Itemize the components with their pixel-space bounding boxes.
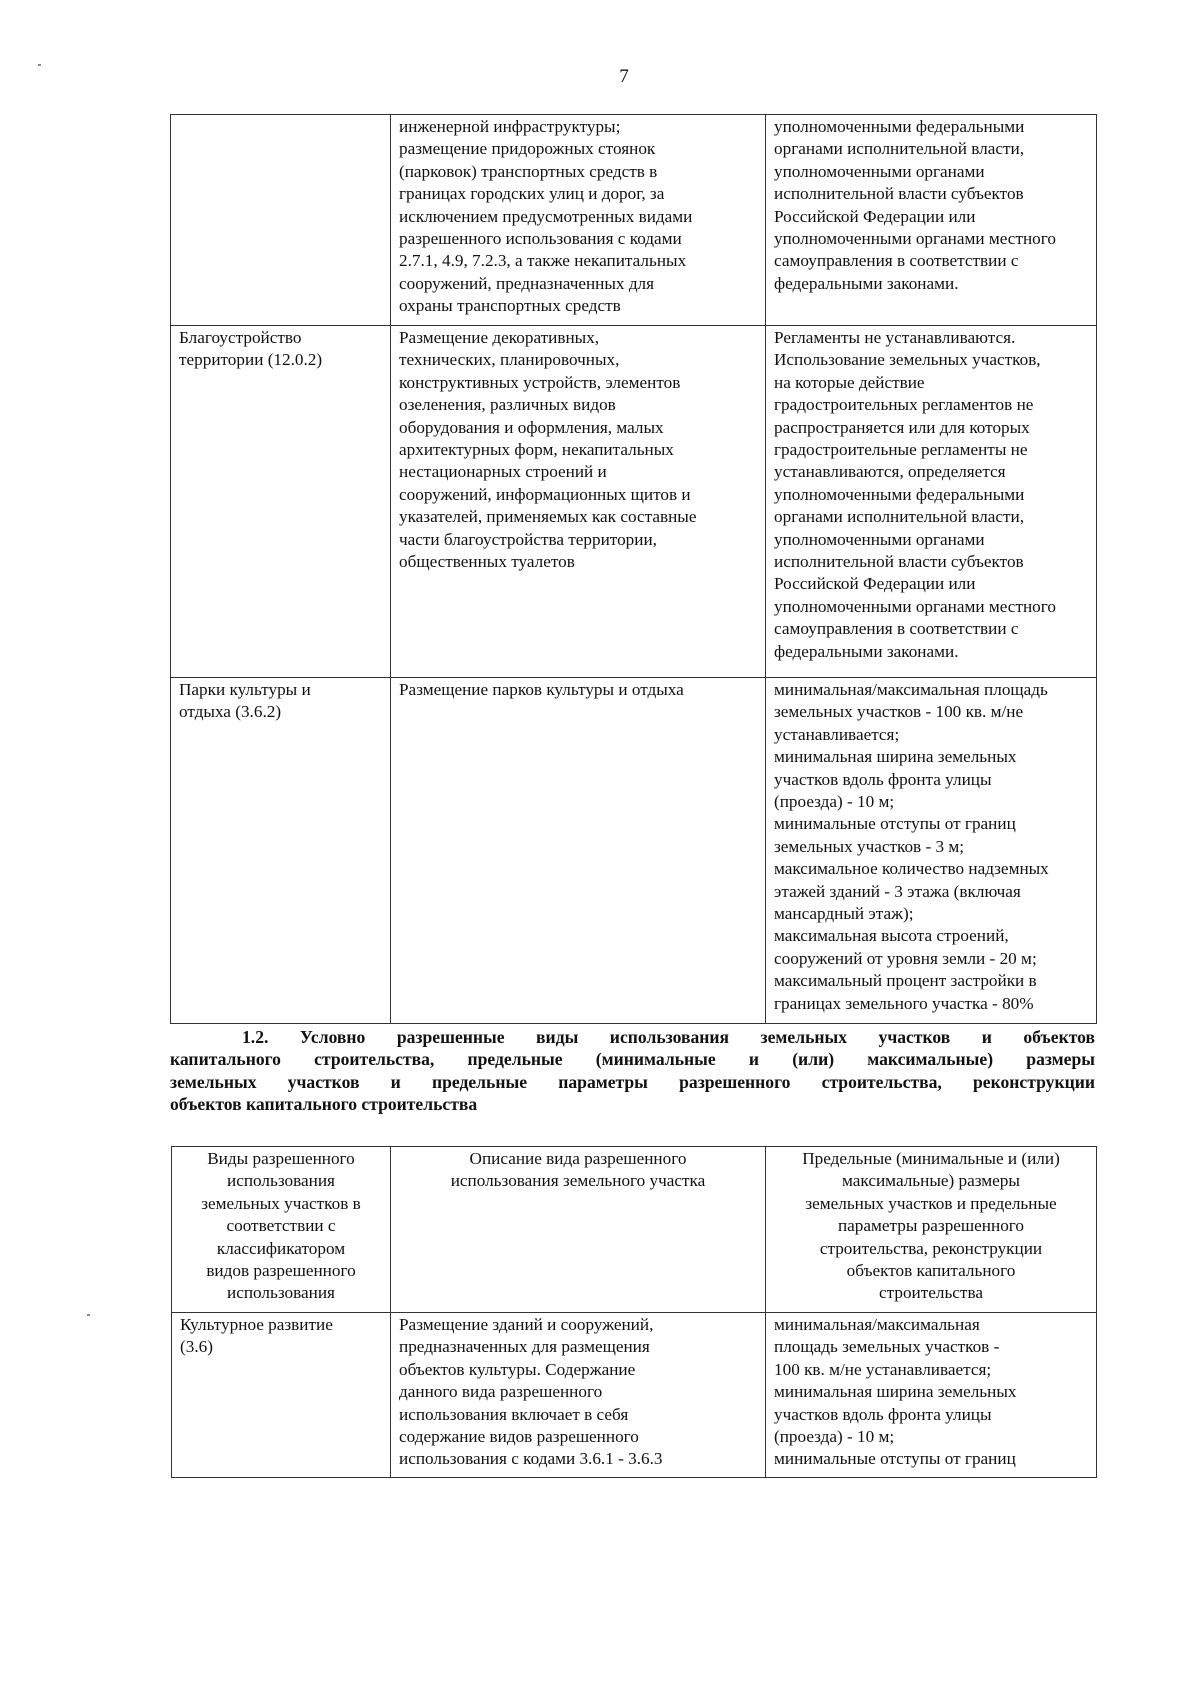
cell-text-line: территории (12.0.2) (179, 350, 323, 370)
cell-text-line: сооружений от уровня земли - 20 м; (774, 948, 1037, 968)
conditional-uses-table (171, 1146, 1097, 1478)
cell-text-line: исключением предусмотренных видами (399, 206, 693, 226)
cell-text-line: площадь земельных участков - (774, 1337, 1000, 1357)
section-heading-line: объектов капитального строительства (170, 1094, 478, 1115)
cell-text-line: минимальные отступы от границ (774, 814, 1016, 834)
cell-text-line: классификатором (216, 1238, 346, 1258)
cell-text-line: сооружений, информационных щитов и (399, 484, 691, 504)
cell-text-line: минимальная ширина земельных (774, 1382, 1017, 1402)
cell-text-line: минимальная/максимальная площадь (774, 680, 1048, 699)
cell-text-line: общественных туалетов (399, 552, 575, 572)
cell-text-line: Использование земельных участков, (774, 350, 1041, 370)
cell-text-line: охраны транспортных средств (399, 296, 621, 316)
cell-text-line: Российской Федерации или (774, 206, 976, 226)
cell-text-line: уполномоченными органами (774, 529, 985, 549)
cell-text-line: озеленения, различных видов (399, 395, 616, 415)
cell-text-line: Российской Федерации или (774, 574, 976, 594)
land-use-type-cell (171, 115, 391, 326)
cell-text-line: уполномоченными органами местного (774, 596, 1056, 616)
cell-text-line: максимальное количество надземных (774, 859, 1049, 879)
cell-text-line: объектов капитального (846, 1261, 1016, 1281)
land-use-type-cell (171, 326, 391, 678)
cell-text-line: строительства, реконструкции (819, 1238, 1043, 1258)
cell-text-line: (3.6) (180, 1337, 213, 1357)
land-use-parameters-cell (766, 326, 1097, 678)
cell-text-line: указателей, применяемых как составные (399, 507, 697, 527)
cell-text-line: Регламенты не устанавливаются. (774, 328, 1016, 347)
cell-text-line: Размещение парков культуры и отдыха (399, 680, 684, 699)
table-header-row (172, 1147, 1097, 1313)
land-use-description-cell (391, 326, 766, 678)
land-use-description-cell (391, 115, 766, 326)
regulations-table-continued (170, 114, 1097, 1024)
cell-text-line: границах земельного участка - 80% (774, 993, 1034, 1013)
cell-text-line: Описание вида разрешенного (469, 1149, 687, 1168)
cell-text-line: самоуправления в соответствии с (774, 251, 1019, 271)
cell-text-line: Виды разрешенного (207, 1149, 355, 1168)
cell-text-line: использования (227, 1283, 335, 1303)
cell-text-line: разрешенного использования с кодами (399, 229, 682, 249)
cell-text-line: Благоустройство (179, 328, 302, 347)
cell-text-line: 2.7.1, 4.9, 7.2.3, а также некапитальных (399, 251, 687, 271)
land-use-type-cell (172, 1313, 391, 1478)
cell-text-line: сооружений, предназначенных для (399, 273, 655, 293)
cell-text-line: уполномоченными органами местного (774, 229, 1056, 249)
cell-text-line: строительства (879, 1283, 983, 1303)
cell-text-line: использования включает в себя (399, 1404, 629, 1424)
header-land-use-parameters (766, 1147, 1097, 1313)
cell-text-line: объектов культуры. Содержание (399, 1359, 636, 1379)
cell-text-line: части благоустройства территории, (399, 529, 657, 549)
cell-text-line: содержание видов разрешенного (399, 1427, 639, 1447)
cell-text-line: участков вдоль фронта улицы (774, 769, 992, 789)
cell-text-line: на которые действие (774, 372, 925, 392)
land-use-parameters-cell (766, 115, 1097, 326)
cell-text-line: оборудования и оформления, малых (399, 417, 664, 437)
cell-text-line: параметры разрешенного (837, 1216, 1025, 1236)
cell-text-line: 100 кв. м/не устанавливается; (774, 1359, 992, 1379)
table-row (171, 678, 1097, 1024)
section-heading-line: земельных участков и предельные параметры разрешенного строительства, реконструкции (170, 1071, 1095, 1092)
cell-text-line: (проезда) - 10 м; (774, 792, 895, 812)
table-row (171, 115, 1097, 326)
cell-text-line: органами исполнительной власти, (774, 507, 1024, 527)
cell-text-line: устанавливается; (774, 724, 900, 744)
cell-text-line: федеральными законами. (774, 273, 959, 293)
cell-text-line: Размещение зданий и сооружений, (399, 1315, 654, 1334)
cell-text-line: минимальная ширина земельных (774, 747, 1017, 767)
cell-text-line: федеральными законами. (774, 641, 959, 661)
cell-text-line: нестационарных строений и (399, 462, 607, 482)
cell-text-line: уполномоченными федеральными (774, 117, 1025, 136)
scan-speck (87, 1314, 90, 1316)
table-row (172, 1313, 1097, 1478)
cell-text-line: Предельные (минимальные и (или) (802, 1149, 1060, 1168)
cell-text-line: соответствии с (226, 1216, 336, 1236)
cell-text-line: уполномоченными органами (774, 161, 985, 181)
land-use-parameters-cell (766, 1313, 1097, 1478)
cell-text-line: минимальная/максимальная (774, 1315, 980, 1334)
table-row (171, 326, 1097, 678)
cell-text-line: мансардный этаж); (774, 904, 914, 924)
cell-text-line: Парки культуры и (179, 680, 311, 699)
cell-text-line: размещение придорожных стоянок (399, 139, 656, 159)
cell-text-line: земельных участков в (201, 1193, 361, 1213)
scan-speck (38, 64, 41, 66)
cell-text-line: архитектурных форм, некапитальных (399, 440, 674, 460)
land-use-parameters-cell (766, 678, 1097, 1024)
cell-text-line: распространяется или для которых (774, 417, 1030, 437)
cell-text-line: конструктивных устройств, элементов (399, 372, 681, 392)
section-heading-line: капитального строительства, предельные (минимальные и (или) максимальные) размеры (170, 1049, 1095, 1070)
cell-text-line: предназначенных для размещения (399, 1337, 650, 1357)
cell-text-line: этажей зданий - 3 этажа (включая (774, 881, 1021, 901)
cell-text-line: минимальные отступы от границ (774, 1449, 1016, 1469)
cell-text-line: земельных участков и предельные (805, 1193, 1057, 1213)
cell-text-line: земельных участков - 100 кв. м/не (774, 702, 1024, 722)
cell-text-line: (парковок) транспортных средств в (399, 161, 658, 181)
land-use-description-cell (391, 678, 766, 1024)
cell-text-line: данного вида разрешенного (399, 1382, 603, 1402)
cell-text-line: максимальные) размеры (842, 1171, 1020, 1191)
cell-text-line: градостроительных регламентов не (774, 395, 1034, 415)
section-heading-line: 1.2. Условно разрешенные виды использования земельных участков и объектов (242, 1027, 1095, 1047)
cell-text-line: максимальный процент застройки в (774, 971, 1037, 991)
cell-text-line: исполнительной власти субъектов (774, 184, 1024, 204)
cell-text-line: использования с кодами 3.6.1 - 3.6.3 (399, 1449, 663, 1469)
cell-text-line: градостроительные регламенты не (774, 440, 1028, 460)
section-heading (170, 1026, 1095, 1116)
cell-text-line: устанавливаются, определяется (774, 462, 1006, 482)
cell-text-line: использования (227, 1171, 335, 1191)
cell-text-line: технических, планировочных, (399, 350, 620, 370)
cell-text-line: Культурное развитие (180, 1315, 333, 1334)
land-use-description-cell (391, 1313, 766, 1478)
cell-text-line: (проезда) - 10 м; (774, 1427, 895, 1447)
cell-text-line: земельных участков - 3 м; (774, 836, 965, 856)
cell-text-line: органами исполнительной власти, (774, 139, 1024, 159)
cell-text-line: самоуправления в соответствии с (774, 619, 1019, 639)
header-land-use-type (172, 1147, 391, 1313)
cell-text-line: инженерной инфраструктуры; (399, 117, 621, 136)
header-land-use-description (391, 1147, 766, 1313)
cell-text-line: использования земельного участка (450, 1171, 706, 1191)
cell-text-line: отдыха (3.6.2) (179, 702, 282, 722)
cell-text-line: исполнительной власти субъектов (774, 552, 1024, 572)
cell-text-line: уполномоченными федеральными (774, 484, 1025, 504)
cell-text-line: Размещение декоративных, (399, 328, 600, 347)
land-use-type-cell (171, 678, 391, 1024)
cell-text-line: границах городских улиц и дорог, за (399, 184, 665, 204)
cell-text-line: участков вдоль фронта улицы (774, 1404, 992, 1424)
page-number: 7 (619, 66, 629, 87)
cell-text-line: максимальная высота строений, (774, 926, 1009, 946)
cell-text-line: видов разрешенного (206, 1261, 356, 1281)
